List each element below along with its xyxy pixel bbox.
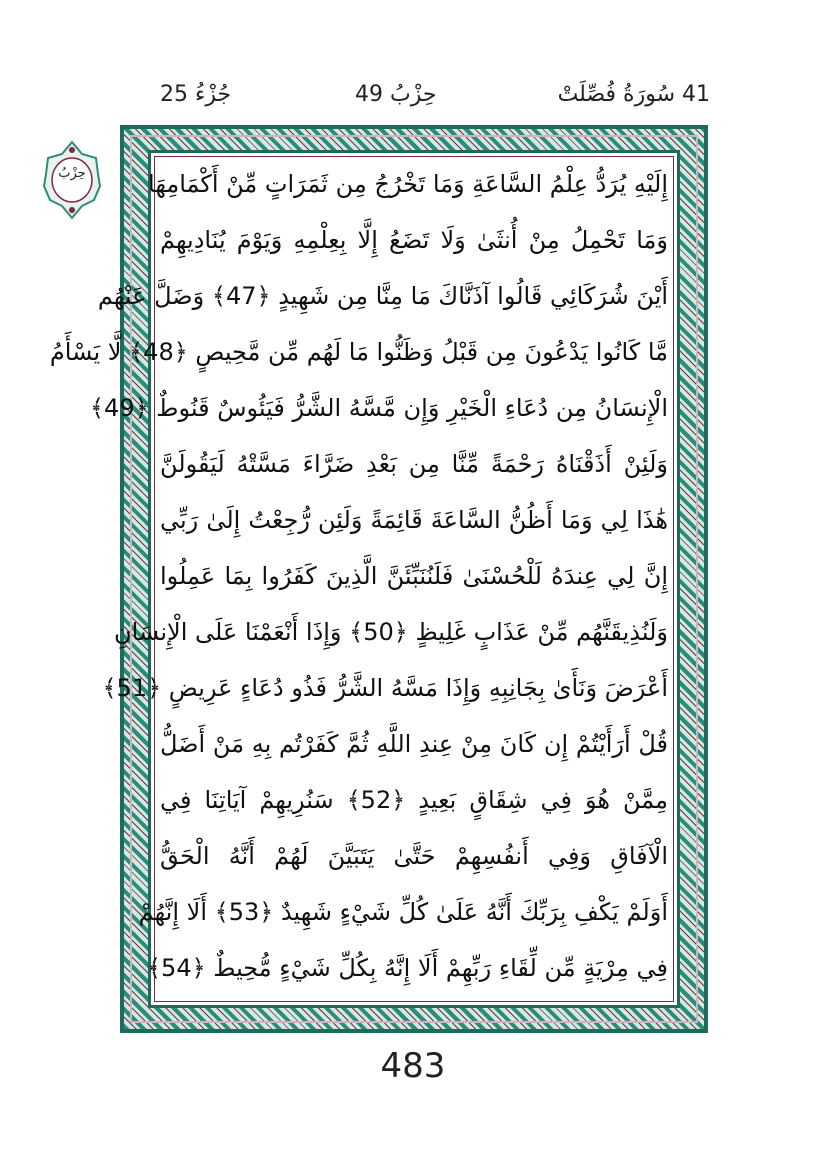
page-number: 483: [380, 1046, 446, 1086]
verse-line: قُلْ أَرَأَيْتُمْ إِن كَانَ مِنْ عِندِ اللَّهِ ثُمَّ كَفَرْتُم بِهِ مَنْ أَضَلُّ: [160, 730, 668, 758]
verse-line: مَّا كَانُوا يَدْعُونَ مِن قَبْلُ وَظَنُّوا مَا لَهُم مِّن مَّحِيصٍ ﴿48﴾ لَّا يَسْأَمُ: [49, 338, 668, 366]
verse-line: وَلَنُذِيقَنَّهُم مِّنْ عَذَابٍ غَلِيظٍ ﴿50﴾ وَإِذَا أَنْعَمْنَا عَلَى الْإِنسَانِ: [114, 618, 668, 646]
hizb-marker-label: حِزْبُ: [58, 166, 86, 181]
verse-line: أَعْرَضَ وَنَأَىٰ بِجَانِبِهِ وَإِذَا مَسَّهُ الشَّرُّ فَذُو دُعَاءٍ عَرِيضٍ ﴿51﴾: [102, 674, 668, 702]
verse-line: الْآفَاقِ وَفِي أَنفُسِهِمْ حَتَّىٰ يَتَبَيَّنَ لَهُمْ أَنَّهُ الْحَقُّ: [160, 842, 668, 870]
verse-line: هَٰذَا لِي وَمَا أَظُنُّ السَّاعَةَ قَائِمَةً وَلَئِن رُّجِعْتُ إِلَىٰ رَبِّي: [160, 506, 668, 534]
verse-line: إِنَّ لِي عِندَهُ لَلْحُسْنَىٰ فَلَنُنَبِّئَنَّ الَّذِينَ كَفَرُوا بِمَا عَمِلُوا: [160, 562, 668, 590]
surah-title: 41 سُورَةُ فُصِّلَتْ: [557, 82, 710, 107]
verse-line: الْإِنسَانُ مِن دُعَاءِ الْخَيْرِ وَإِن مَّسَّهُ الشَّرُّ فَيَئُوسٌ قَنُوطٌ ﴿49﴾: [89, 394, 668, 422]
verse-line: فِي مِرْيَةٍ مِّن لِّقَاءِ رَبِّهِمْ أَلَا إِنَّهُ بِكُلِّ شَيْءٍ مُّحِيطٌ ﴿54﴾: [146, 954, 668, 982]
hizb-label: حِزْبُ 49: [355, 82, 437, 107]
juz-label: جُزْءُ 25: [160, 82, 232, 107]
verse-line: أَيْنَ شُرَكَائِي قَالُوا آذَنَّاكَ مَا مِنَّا مِن شَهِيدٍ ﴿47﴾ وَضَلَّ عَنْهُم: [97, 282, 668, 310]
verse-line: مِمَّنْ هُوَ فِي شِقَاقٍ بَعِيدٍ ﴿52﴾ سَنُرِيهِمْ آيَاتِنَا فِي: [160, 786, 668, 814]
verse-line: أَوَلَمْ يَكْفِ بِرَبِّكَ أَنَّهُ عَلَىٰ كُلِّ شَيْءٍ شَهِيدٌ ﴿53﴾ أَلَا إِنَّهُمْ: [138, 898, 668, 926]
page-header: [150, 78, 710, 118]
verse-line: إِلَيْهِ يُرَدُّ عِلْمُ السَّاعَةِ وَمَا تَخْرُجُ مِن ثَمَرَاتٍ مِّنْ أَكْمَامِهَا: [148, 170, 668, 198]
verse-line: وَمَا تَحْمِلُ مِنْ أُنثَىٰ وَلَا تَضَعُ إِلَّا بِعِلْمِهِ وَيَوْمَ يُنَادِيهِمْ: [160, 226, 668, 254]
verse-line: وَلَئِنْ أَذَقْنَاهُ رَحْمَةً مِّنَّا مِن بَعْدِ ضَرَّاءَ مَسَّتْهُ لَيَقُولَنَّ: [160, 450, 668, 478]
hizb-marker-icon: [42, 140, 102, 220]
